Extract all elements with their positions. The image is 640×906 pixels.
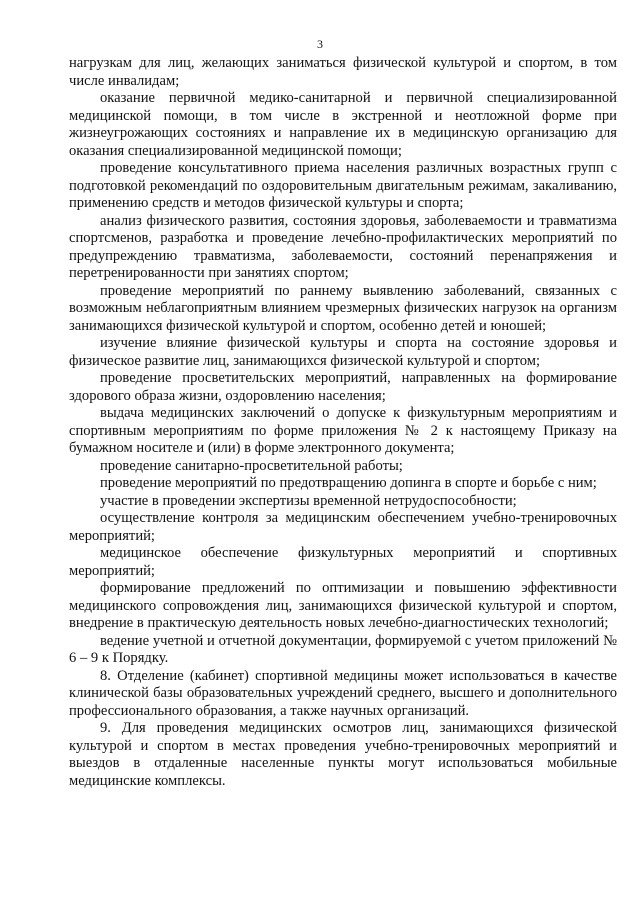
page-number: 3 [317,37,323,51]
paragraph-continuation: нагрузкам для лиц, желающих заниматься физической культурой и спортом, в том числе инвалидам; [69,55,617,89]
paragraph-optimization-proposals: формирование предложений по оптимизации и повышению эффективности медицинского сопровождения лиц, занимающихся физической культурой и спортом, внедрение в практическую деятельность новых лечебно-диагностических технологий; [69,580,617,631]
paragraph-documentation: ведение учетной и отчетной документации, формируемой с учетом приложений № 6 – 9 к Порядку. [69,632,617,666]
paragraph-item-8: 8. Отделение (кабинет) спортивной медицины может использоваться в качестве клинической базы образовательных учреждений среднего, высшего и дополнительного профессионального образования, а также научных организаций. [69,667,617,719]
paragraph-sanitary-education: проведение санитарно-просветительной работы; [100,457,403,474]
paragraph-consultative-reception: проведение консультативного приема населения различных возрастных групп с подготовкой рекомендаций по оздоровительным двигательным режимам, закаливанию, применению средств и методов физической культуры и спорта; [69,160,617,211]
paragraph-early-detection: проведение мероприятий по раннему выявлению заболеваний, связанных с возможным неблагоприятным влиянием чрезмерных физических нагрузок на организм занимающихся физической культурой и спортом, особенно детей и юношей; [69,282,617,334]
paragraph-educational-events: проведение просветительских мероприятий, направленных на формирование здорового образа жизни, оздоровлению населения; [69,370,617,404]
paragraph-training-control: осуществление контроля за медицинским обеспечением учебно-тренировочных мероприятий; [69,510,617,544]
paragraph-event-support: медицинское обеспечение физкультурных мероприятий и спортивных мероприятий; [69,545,617,579]
document-body [69,55,617,790]
paragraph-medical-conclusions: выдача медицинских заключений о допуске к физкультурным мероприятиям и спортивным мероприятиям по форме приложения № 2 к настоящему Приказу на бумажном носителе и (или) в форме электронного документа; [69,405,617,456]
paragraph-disability-expertise: участие в проведении экспертизы временной нетрудоспособности; [100,492,517,509]
paragraph-medical-aid: оказание первичной медико-санитарной и первичной специализированной медицинской помощи, в том числе в экстренной и неотложной форме при жизнеугрожающих состояниях и направление их в медицинскую организацию для оказания специализированной медицинской помощи; [69,90,617,159]
paragraph-analysis: анализ физического развития, состояния здоровья, заболеваемости и травматизма спортсменов, разработка и проведение лечебно-профилактических мероприятий по предупреждению травматизма, заболеваемости, состояний перенапряжения и перетренированности при занятиях спортом; [69,212,617,281]
paragraph-anti-doping: проведение мероприятий по предотвращению допинга в спорте и борьбе с ним; [100,475,597,491]
paragraph-study-influence: изучение влияние физической культуры и спорта на состояние здоровья и физическое развитие лиц, занимающихся физической культурой и спортом; [69,335,617,369]
paragraph-item-9: 9. Для проведения медицинских осмотров лиц, занимающихся физической культурой и спортом в местах проведения учебно-тренировочных мероприятий и выездов в отдаленные населенные пункты могут использоваться мобильные медицинские комплексы. [69,720,617,789]
